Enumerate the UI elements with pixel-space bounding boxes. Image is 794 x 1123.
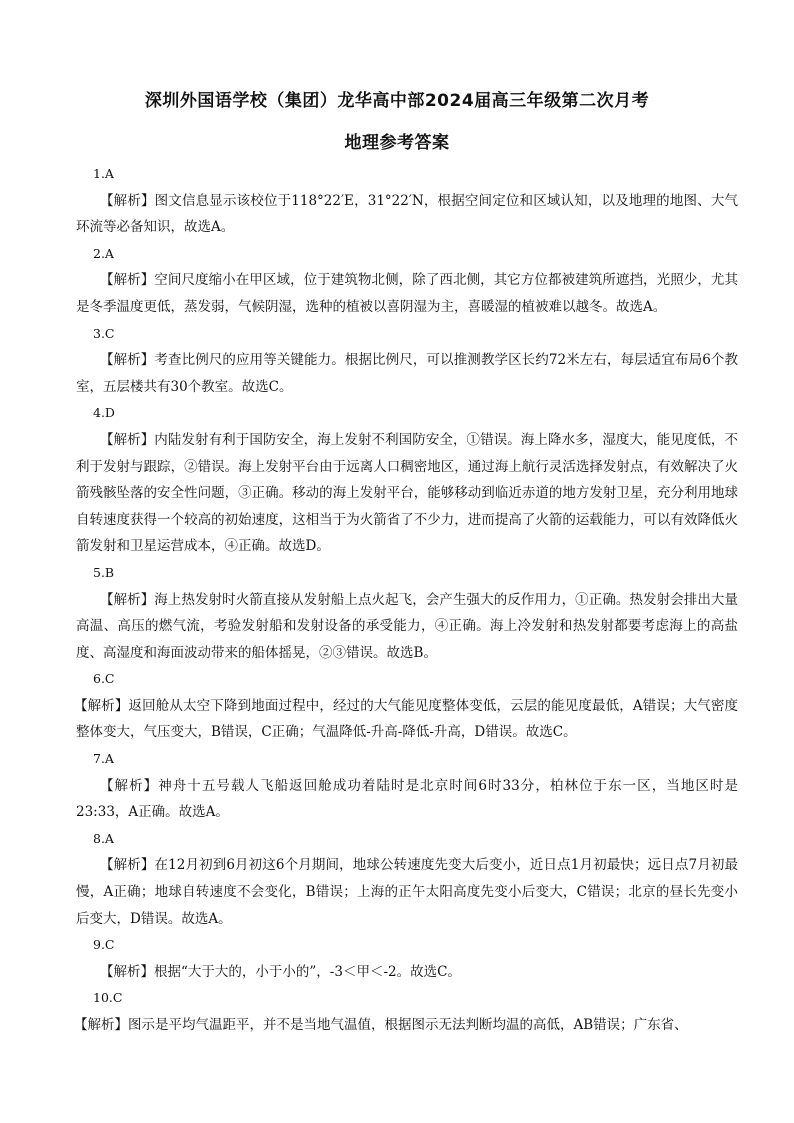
- answer-explanation: 【解析】在12月初到6月初这6个月期间，地球公转速度先变大后变小，近日点1月初最快；远日点7月初最慢，A正确；地球自转速度不会变化，B错误；上海的正午太阳高度先变小后变大，C错误；北京的昼长先变小后变大，D错误。故选A。: [76, 857, 738, 927]
- answer-item: [76, 241, 738, 321]
- answer-number: 4.D: [93, 405, 115, 421]
- answer-number: 1.A: [93, 166, 114, 181]
- answer-number: 6.C: [93, 671, 115, 687]
- answer-explanation: 【解析】图文信息显示该校位于118°22′E，31°22′N，根据空间定位和区域认知，以及地理的地图、大气环流等必备知识，故选A。: [76, 192, 738, 236]
- answer-explanation: 【解析】图示是平均气温距平，并不是当地气温值，根据图示无法判断均温的高低，AB错误；广东省、: [74, 1017, 688, 1033]
- answer-item: [76, 161, 738, 241]
- answer-explanation: 【解析】空间尺度缩小在甲区域，位于建筑物北侧，除了西北侧，其它方位都被建筑所遮挡，光照少，尤其是冬季温度更低，蒸发弱，气候阴湿，选种的植被以喜阴湿为主，喜暖湿的植被难以越冬。故选A。: [76, 272, 738, 315]
- answer-explanation: 【解析】海上热发射时火箭直接从发射船上点火起飞，会产生强大的反作用力，①正确。热发射会排出大量高温、高压的燃气流，考验发射船和发射设备的承受能力，④正确。海上冷发射和热发射都要考虑海上的高盐度、高湿度和海面波动带来的船体摇晃，②③错误。故选B。: [76, 591, 738, 661]
- answer-number: 9.C: [93, 937, 115, 953]
- answer-item: [76, 321, 738, 401]
- answer-explanation: 【解析】考查比例尺的应用等关键能力。根据比例尺，可以推测教学区长约72米左右，每层适宜布局6个教室，五层楼共有30个教室。故选C。: [76, 352, 738, 395]
- answer-explanation: 【解析】神舟十五号载人飞船返回舱成功着陆时是北京时间6时33分，柏林位于东一区，当地区时是23:33，A正确。故选A。: [76, 777, 738, 821]
- answer-number: 3.C: [93, 325, 115, 341]
- answer-item: [76, 826, 738, 932]
- page-subtitle: 地理参考答案: [344, 133, 450, 153]
- answer-item: [76, 666, 738, 746]
- answer-number: 10.C: [93, 990, 123, 1006]
- page-title: 深圳外国语学校（集团）龙华高中部2024届高三年级第二次月考: [144, 91, 650, 111]
- answer-item: [76, 932, 738, 985]
- answer-item: [76, 560, 738, 666]
- answer-number: 8.A: [93, 830, 114, 846]
- answer-number: 2.A: [93, 245, 114, 261]
- answer-number: 5.B: [93, 564, 115, 580]
- answer-item: [76, 400, 738, 560]
- answer-item: [76, 985, 738, 1038]
- answer-explanation: 【解析】根据“大于大的，小于小的”，-3＜甲＜-2。故选C。: [100, 963, 461, 980]
- answer-number: 7.A: [93, 751, 114, 767]
- answer-list: [76, 161, 738, 1039]
- answer-explanation: 【解析】返回舱从太空下降到地面过程中，经过的大气能见度整体变低，云层的能见度最低，A错误；大气密度整体变大，气压变大，B错误，C正确；气温降低-升高-降低-升高，D错误。故选C。: [74, 697, 738, 741]
- answer-explanation: 【解析】内陆发射有利于国防安全，海上发射不利国防安全，①错误。海上降水多，湿度大，能见度低，不利于发射与跟踪，②错误。海上发射平台由于远离人口稠密地区，通过海上航行灵活选择发射点，有效解决了火箭残骸坠落的安全性问题，③正确。移动的海上发射平台，能够移动到临近赤道的地方发射卫星，充分利用地球自转速度获得一个较高的初始速度，这相当于为火箭省了不少力，进而提高了火箭的运载能力，可以有效降低火箭发射和卫星运营成本，④正确。故选D。: [76, 431, 738, 555]
- answer-item: [76, 746, 738, 826]
